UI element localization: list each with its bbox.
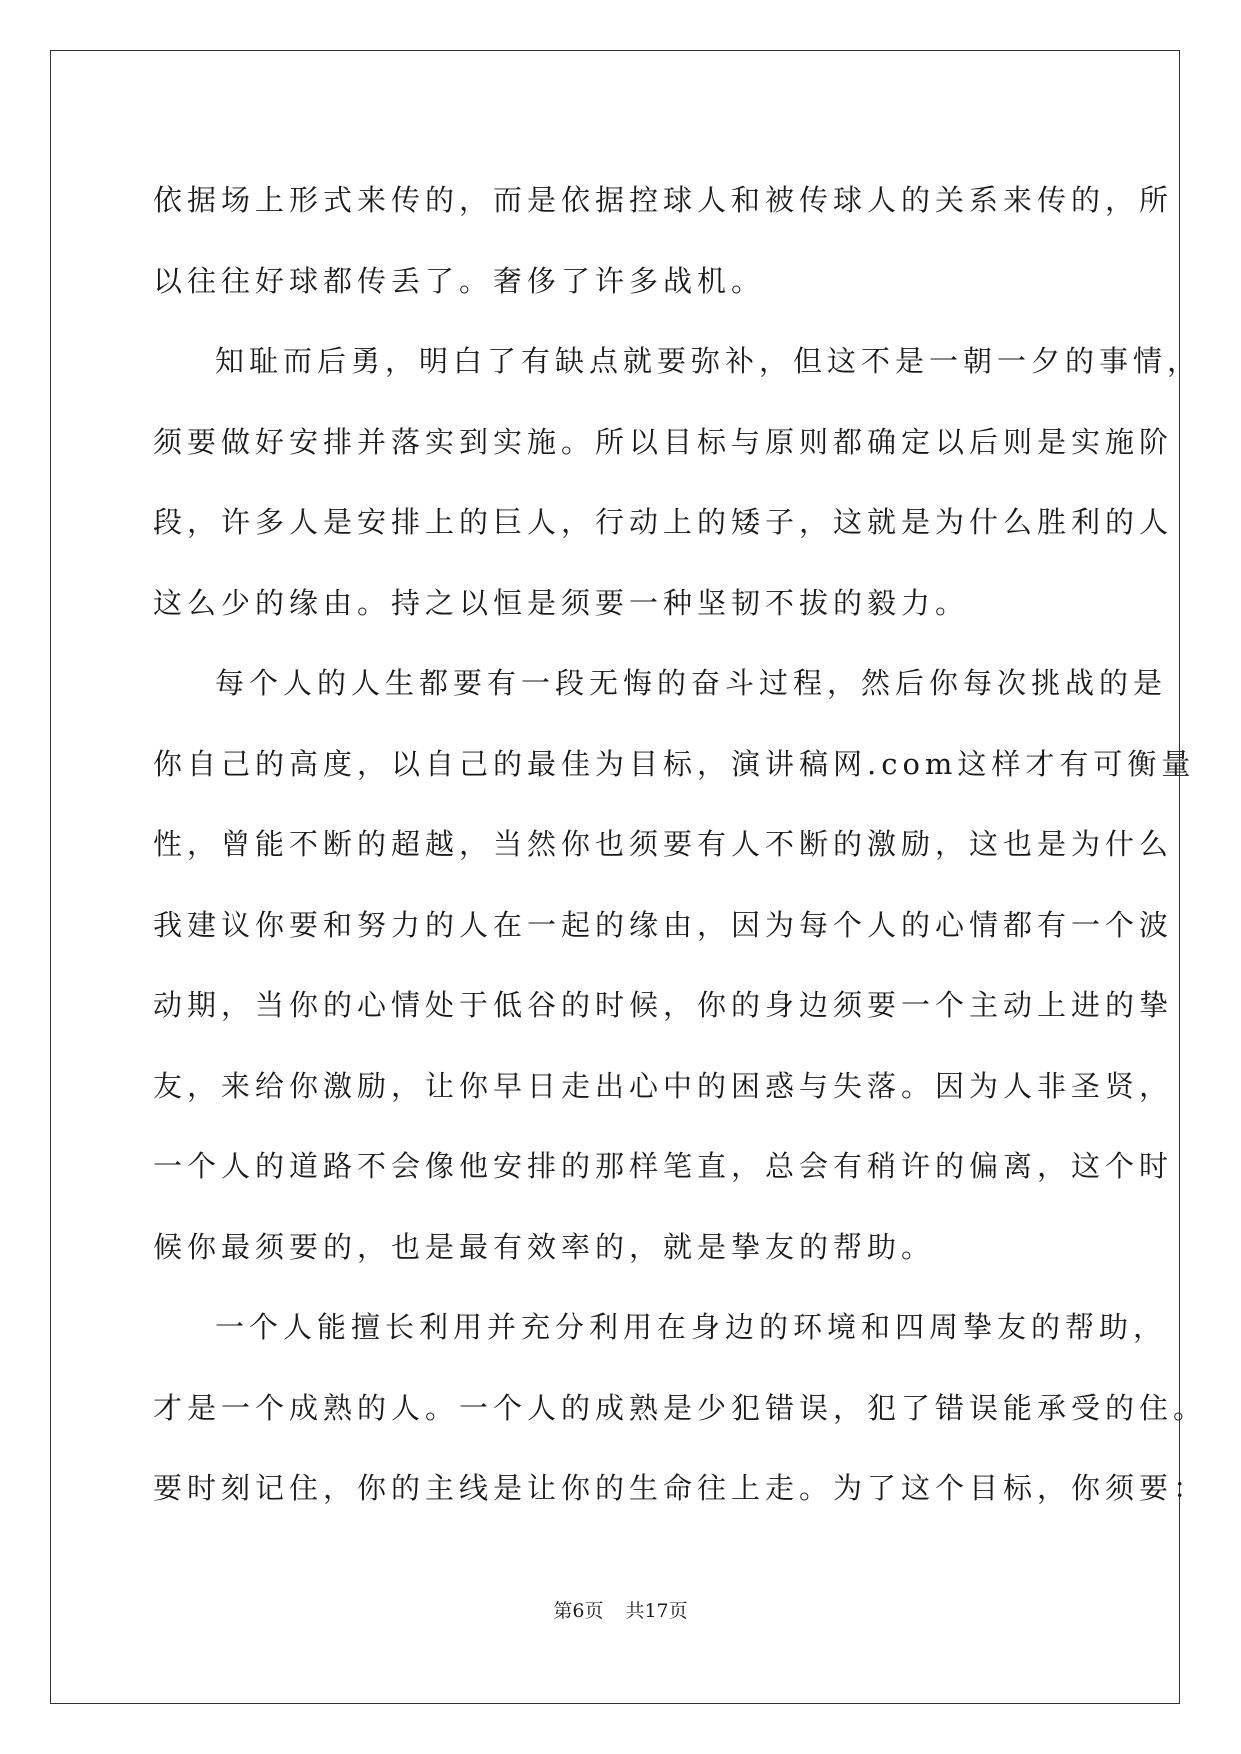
document-body bbox=[153, 160, 1208, 1529]
paragraph-first-line: 一个人能擅长利用并充分利用在身边的环境和四周挚友的帮助， bbox=[215, 1310, 1168, 1344]
text-line: 以往往好球都传丢了。奢侈了许多战机。 bbox=[153, 263, 766, 298]
text-line: 要时刻记住，你的主线是让你的生命往上走。为了这个目标，你须要： bbox=[153, 1471, 1208, 1505]
paragraph-first-line: 知耻而后勇，明白了有缺点就要弥补，但这不是一朝一夕的事情， bbox=[215, 344, 1202, 378]
text-line: 性，曾能不断的超越，当然你也须要有人不断的激励，这也是为什么 bbox=[153, 827, 1174, 861]
text-line: 候你最须要的，也是最有效率的，就是挚友的帮助。 bbox=[153, 1229, 936, 1264]
text-line: 你自己的高度，以自己的最佳为目标，演讲稿网.com这样才有可衡量 bbox=[153, 746, 1196, 781]
page-footer bbox=[0, 1596, 1241, 1623]
page-total: 共17页 bbox=[625, 1600, 688, 1622]
text-line: 段，许多人是安排上的巨人，行动上的矮子，这就是为什么胜利的人 bbox=[153, 505, 1174, 539]
text-line: 一个人的道路不会像他安排的那样笔直，总会有稍许的偏离，这个时 bbox=[153, 1149, 1174, 1183]
text-line: 友，来给你激励，让你早日走出心中的困惑与失落。因为人非圣贤， bbox=[153, 1068, 1174, 1103]
text-line: 我建议你要和努力的人在一起的缘由，因为每个人的心情都有一个波 bbox=[153, 907, 1174, 942]
text-line: 须要做好安排并落实到实施。所以目标与原则都确定以后则是实施阶 bbox=[153, 424, 1174, 459]
paragraph-first-line: 每个人的人生都要有一段无悔的奋斗过程，然后你每次挑战的是 bbox=[215, 666, 1168, 700]
text-line: 这么少的缘由。持之以恒是须要一种坚韧不拔的毅力。 bbox=[153, 585, 970, 620]
text-line: 依据场上形式来传的，而是依据控球人和被传球人的关系来传的，所 bbox=[153, 183, 1174, 217]
text-line: 动期，当你的心情处于低谷的时候，你的身边须要一个主动上进的挚 bbox=[153, 988, 1174, 1022]
text-line: 才是一个成熟的人。一个人的成熟是少犯错误，犯了错误能承受的住。 bbox=[153, 1390, 1208, 1425]
page-number: 第6页 bbox=[553, 1600, 604, 1622]
